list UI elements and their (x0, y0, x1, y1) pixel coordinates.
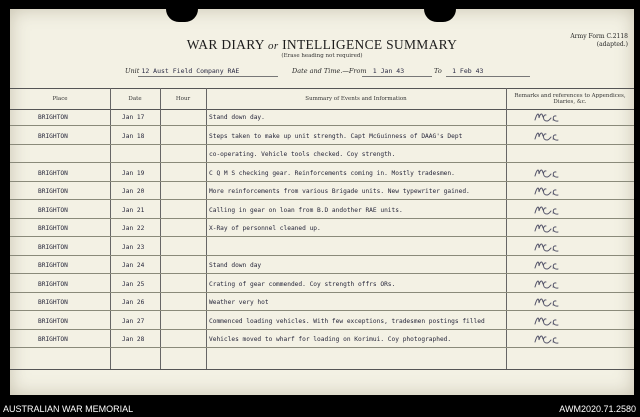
entry-date: Jan 17 (122, 114, 145, 121)
unit-label: Unit (125, 67, 140, 75)
diary-entry-row (10, 165, 634, 182)
from-underline (362, 76, 432, 77)
entry-summary: Commenced loading vehicles. With few exceptions, tradesmen postings filled (209, 317, 485, 325)
to-label: To (434, 67, 442, 75)
row-rule (10, 292, 634, 293)
pencil-initials-icon (530, 294, 570, 311)
footer-bar (0, 395, 640, 417)
entry-date: Jan 25 (122, 280, 145, 288)
entry-summary: Weather very hot (209, 299, 269, 306)
diary-entry-row (10, 146, 634, 163)
unit-value: 12 Aust Field Company RAE (141, 67, 240, 75)
row-rule (10, 329, 634, 330)
entry-place: BRIGHTON (38, 280, 68, 288)
entry-date: Jan 19 (122, 169, 145, 177)
entry-place: BRIGHTON (38, 114, 68, 121)
entry-summary: Vehicles moved to wharf for loading on Korimui. Coy photographed. (209, 336, 452, 343)
entry-summary: C Q M S checking gear. Reinforcements coming in. Mostly tradesmen. (209, 169, 455, 177)
entry-place: BRIGHTON (38, 262, 68, 269)
entry-summary: X-Ray of personnel cleaned up. (209, 225, 321, 232)
header-hour: Hour (175, 95, 191, 102)
entry-date: Jan 28 (122, 336, 145, 343)
entry-date: Jan 21 (122, 206, 145, 214)
entry-date: Jan 24 (122, 262, 145, 269)
pencil-initials-icon (530, 109, 570, 126)
entry-place: BRIGHTON (38, 132, 68, 140)
punch-hole (166, 9, 198, 22)
header-remarks: Remarks and references to Appendices, Diaries, &c. (514, 92, 626, 105)
army-form-adapted: (adapted.) (596, 41, 628, 48)
unit-underline (138, 76, 278, 77)
row-rule (10, 310, 634, 311)
pencil-initials-icon (530, 220, 570, 237)
pencil-initials-icon (530, 331, 570, 348)
entry-date: Jan 22 (122, 225, 145, 232)
to-underline (446, 76, 530, 77)
row-rule (10, 125, 634, 126)
row-rule (10, 255, 634, 256)
entry-date: Jan 20 (122, 188, 145, 195)
row-rule (10, 347, 634, 348)
entry-place: BRIGHTON (38, 206, 68, 214)
pencil-initials-icon (530, 183, 570, 200)
entry-summary: Stand down day. (209, 114, 265, 121)
pencil-initials-icon (530, 239, 570, 256)
diary-entry-row (10, 128, 634, 145)
diary-entry-row (10, 331, 634, 348)
title-or: or (268, 40, 279, 52)
table-bottom-rule (10, 369, 634, 370)
diary-entry-row (10, 294, 634, 311)
entry-summary: Crating of gear commended. Coy strength offrs ORs. (209, 280, 396, 288)
pencil-initials-icon (530, 202, 570, 219)
entry-summary: Calling in gear on loan from B.D andother RAE units. (209, 206, 403, 214)
diary-entry-row (10, 109, 634, 126)
entry-place: BRIGHTON (38, 188, 68, 195)
entry-summary: Steps taken to make up unit strength. Capt McGuinness of DAAG's Dept (209, 132, 463, 140)
footer-accession-number: AWM2020.71.2580 (559, 404, 636, 414)
row-rule (10, 273, 634, 274)
diary-entry-row (10, 276, 634, 293)
diary-entry-row (10, 313, 634, 330)
pencil-initials-icon (530, 276, 570, 293)
entry-summary: Stand down day (209, 262, 262, 269)
entry-summary: More reinforcements from various Brigade units. New typewriter gained. (209, 188, 470, 195)
row-rule (10, 218, 634, 219)
entry-place: BRIGHTON (38, 225, 68, 232)
pencil-initials-icon (530, 313, 570, 330)
punch-hole (424, 9, 456, 22)
table-header (10, 88, 634, 110)
entry-summary: co-operating. Vehicle tools checked. Coy strength. (209, 151, 396, 158)
erase-note: (Erase heading not required) (281, 53, 363, 59)
title-intelligence-summary: INTELLIGENCE SUMMARY (282, 37, 458, 52)
row-rule (10, 181, 634, 182)
from-value: 1 Jan 43 (372, 67, 405, 75)
diary-entry-row (10, 239, 634, 256)
row-rule (10, 144, 634, 145)
entry-date: Jan 23 (122, 243, 145, 251)
row-rule (10, 162, 634, 163)
entry-place: BRIGHTON (38, 299, 68, 306)
diary-entry-row (10, 220, 634, 237)
to-value: 1 Feb 43 (452, 67, 484, 75)
pencil-initials-icon (530, 165, 570, 182)
header-date: Date (128, 95, 142, 102)
pencil-initials-icon (530, 128, 570, 145)
entry-place: BRIGHTON (38, 317, 68, 325)
header-place: Place (52, 95, 68, 102)
army-form-number: Army Form C.2118 (570, 33, 628, 40)
header-summary: Summary of Events and Information (305, 95, 407, 102)
entry-date (122, 146, 166, 163)
row-rule (10, 199, 634, 200)
diary-entry-row (10, 257, 634, 274)
entry-place (38, 146, 104, 163)
row-rule (10, 236, 634, 237)
diary-entry-row (10, 202, 634, 219)
entry-date: Jan 18 (122, 132, 145, 140)
title-war-diary: WAR DIARY (186, 37, 265, 52)
footer-credit: AUSTRALIAN WAR MEMORIAL (3, 404, 134, 414)
diary-entry-row (10, 183, 634, 200)
entry-place: BRIGHTON (38, 243, 68, 251)
form-title (10, 37, 634, 53)
date-time-label: Date and Time.—From (292, 67, 367, 75)
entry-summary (209, 239, 503, 256)
entry-date: Jan 27 (122, 317, 145, 325)
pencil-initials-icon (530, 257, 570, 274)
diary-sheet (10, 9, 634, 395)
entry-place: BRIGHTON (38, 336, 68, 343)
entry-date: Jan 26 (122, 299, 145, 306)
entry-place: BRIGHTON (38, 169, 68, 177)
